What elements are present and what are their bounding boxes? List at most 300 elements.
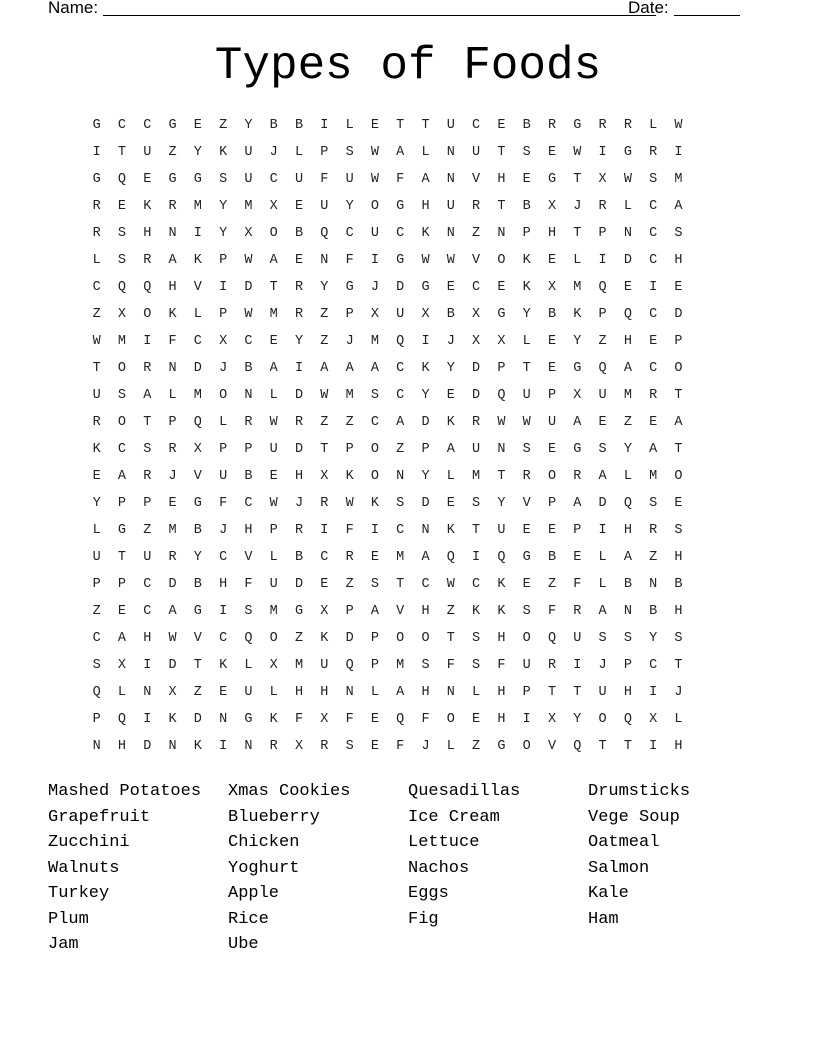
grid-letter[interactable]: L xyxy=(219,415,228,430)
grid-letter[interactable]: L xyxy=(573,253,582,268)
grid-letter[interactable]: U xyxy=(472,442,481,457)
grid-letter[interactable]: A xyxy=(269,253,278,268)
grid-letter[interactable]: X xyxy=(497,334,506,349)
grid-letter[interactable]: E xyxy=(547,145,557,160)
grid-letter[interactable]: Q xyxy=(623,496,632,511)
grid-letter[interactable]: X xyxy=(244,226,253,241)
grid-letter[interactable]: H xyxy=(497,685,506,700)
grid-letter[interactable]: K xyxy=(219,145,228,160)
grid-letter[interactable]: R xyxy=(472,415,481,430)
grid-letter[interactable]: Y xyxy=(193,145,202,160)
grid-letter[interactable]: P xyxy=(168,415,177,430)
grid-letter[interactable]: E xyxy=(497,280,506,295)
grid-letter[interactable]: O xyxy=(117,415,126,430)
grid-letter[interactable]: W xyxy=(446,253,455,268)
grid-letter[interactable]: B xyxy=(547,307,557,322)
grid-letter[interactable]: A xyxy=(396,415,405,430)
grid-letter[interactable]: O xyxy=(547,469,557,484)
grid-letter[interactable]: I xyxy=(193,226,202,241)
grid-letter[interactable]: W xyxy=(244,253,253,268)
grid-letter[interactable]: P xyxy=(219,307,228,322)
grid-letter[interactable]: C xyxy=(649,361,658,376)
grid-letter[interactable]: W xyxy=(522,415,531,430)
grid-letter[interactable]: W xyxy=(168,631,177,646)
grid-letter[interactable]: D xyxy=(193,361,202,376)
grid-letter[interactable]: H xyxy=(497,712,506,727)
grid-letter[interactable]: G xyxy=(345,280,354,295)
grid-letter[interactable]: U xyxy=(522,658,531,673)
grid-letter[interactable]: Y xyxy=(573,334,582,349)
grid-letter[interactable]: U xyxy=(547,415,557,430)
grid-letter[interactable]: S xyxy=(472,631,481,646)
grid-letter[interactable]: C xyxy=(143,577,152,592)
grid-letter[interactable]: L xyxy=(446,469,455,484)
grid-letter[interactable]: E xyxy=(370,712,379,727)
grid-letter[interactable]: A xyxy=(396,145,405,160)
grid-letter[interactable]: D xyxy=(472,361,481,376)
grid-letter[interactable]: O xyxy=(117,361,126,376)
grid-letter[interactable]: U xyxy=(345,172,354,187)
grid-letter[interactable]: V xyxy=(396,604,405,619)
grid-letter[interactable]: Y xyxy=(320,280,329,295)
grid-letter[interactable]: V xyxy=(472,172,481,187)
grid-letter[interactable]: N xyxy=(219,712,228,727)
grid-letter[interactable]: M xyxy=(269,307,278,322)
grid-letter[interactable]: U xyxy=(446,118,455,133)
grid-letter[interactable]: R xyxy=(168,442,177,457)
grid-letter[interactable]: Q xyxy=(497,550,506,565)
grid-letter[interactable]: G xyxy=(497,307,506,322)
grid-letter[interactable]: S xyxy=(143,442,152,457)
grid-letter[interactable]: J xyxy=(269,145,278,160)
grid-letter[interactable]: G xyxy=(396,199,405,214)
grid-letter[interactable]: S xyxy=(522,442,531,457)
grid-letter[interactable]: C xyxy=(649,307,658,322)
grid-letter[interactable]: T xyxy=(269,280,278,295)
grid-letter[interactable]: I xyxy=(294,361,304,376)
grid-letter[interactable]: X xyxy=(193,442,202,457)
grid-letter[interactable]: R xyxy=(168,550,177,565)
grid-letter[interactable]: A xyxy=(396,685,405,700)
grid-letter[interactable]: P xyxy=(522,685,531,700)
grid-letter[interactable]: N xyxy=(446,145,455,160)
grid-letter[interactable]: L xyxy=(269,685,278,700)
grid-letter[interactable]: U xyxy=(244,172,253,187)
grid-letter[interactable]: Y xyxy=(497,496,506,511)
grid-letter[interactable]: V xyxy=(547,739,557,754)
grid-letter[interactable]: S xyxy=(623,631,632,646)
grid-letter[interactable]: R xyxy=(92,199,101,214)
grid-letter[interactable]: Z xyxy=(623,415,632,430)
grid-letter[interactable]: U xyxy=(370,226,379,241)
grid-letter[interactable]: H xyxy=(421,199,430,214)
grid-letter[interactable]: Y xyxy=(623,442,632,457)
grid-letter[interactable]: S xyxy=(117,388,126,403)
grid-letter[interactable]: S xyxy=(674,631,683,646)
grid-letter[interactable]: R xyxy=(598,199,607,214)
grid-letter[interactable]: C xyxy=(117,118,126,133)
grid-letter[interactable]: S xyxy=(92,658,101,673)
grid-letter[interactable]: R xyxy=(649,523,658,538)
grid-letter[interactable]: R xyxy=(623,118,632,133)
grid-letter[interactable]: U xyxy=(497,523,506,538)
grid-letter[interactable]: D xyxy=(421,496,430,511)
grid-letter[interactable]: E xyxy=(370,739,379,754)
grid-letter[interactable]: N xyxy=(244,739,253,754)
grid-letter[interactable]: S xyxy=(674,523,683,538)
grid-letter[interactable]: Z xyxy=(92,604,101,619)
grid-letter[interactable]: P xyxy=(244,442,253,457)
grid-letter[interactable]: P xyxy=(345,604,354,619)
grid-letter[interactable]: J xyxy=(168,469,177,484)
grid-letter[interactable]: M xyxy=(674,172,683,187)
grid-letter[interactable]: I xyxy=(92,145,101,160)
grid-letter[interactable]: P xyxy=(219,442,228,457)
grid-letter[interactable]: Z xyxy=(92,307,101,322)
grid-letter[interactable]: P xyxy=(345,442,354,457)
grid-letter[interactable]: L xyxy=(370,685,379,700)
grid-letter[interactable]: P xyxy=(421,442,430,457)
grid-letter[interactable]: R xyxy=(143,253,152,268)
grid-letter[interactable]: Q xyxy=(345,658,354,673)
grid-letter[interactable]: D xyxy=(396,280,405,295)
grid-letter[interactable]: K xyxy=(446,523,455,538)
grid-letter[interactable]: G xyxy=(497,739,506,754)
grid-letter[interactable]: K xyxy=(573,307,582,322)
grid-letter[interactable]: U xyxy=(320,658,329,673)
grid-letter[interactable]: W xyxy=(497,415,506,430)
grid-letter[interactable]: R xyxy=(294,415,304,430)
grid-letter[interactable]: F xyxy=(219,496,228,511)
grid-letter[interactable]: R xyxy=(598,118,607,133)
grid-letter[interactable]: F xyxy=(320,172,329,187)
grid-letter[interactable]: Z xyxy=(598,334,607,349)
grid-letter[interactable]: S xyxy=(370,388,379,403)
grid-letter[interactable]: A xyxy=(269,361,278,376)
grid-letter[interactable]: I xyxy=(219,280,228,295)
grid-letter[interactable]: S xyxy=(421,658,430,673)
grid-letter[interactable]: L xyxy=(294,145,304,160)
grid-letter[interactable]: G xyxy=(623,145,632,160)
grid-letter[interactable]: K xyxy=(269,712,278,727)
grid-letter[interactable]: I xyxy=(522,712,531,727)
grid-letter[interactable]: U xyxy=(320,199,329,214)
grid-letter[interactable]: E xyxy=(649,415,658,430)
grid-letter[interactable]: I xyxy=(320,118,329,133)
grid-letter[interactable]: H xyxy=(674,550,683,565)
grid-letter[interactable]: E xyxy=(446,388,455,403)
grid-letter[interactable]: S xyxy=(396,496,405,511)
grid-letter[interactable]: U xyxy=(244,145,253,160)
grid-letter[interactable]: O xyxy=(598,712,607,727)
grid-letter[interactable]: Q xyxy=(92,685,101,700)
grid-letter[interactable]: B xyxy=(294,550,304,565)
grid-letter[interactable]: L xyxy=(598,550,607,565)
grid-letter[interactable]: S xyxy=(522,145,531,160)
grid-letter[interactable]: Q xyxy=(598,361,607,376)
grid-letter[interactable]: C xyxy=(396,361,405,376)
grid-letter[interactable]: F xyxy=(168,334,177,349)
grid-letter[interactable]: U xyxy=(269,577,278,592)
grid-letter[interactable]: C xyxy=(193,334,202,349)
grid-letter[interactable]: Q xyxy=(396,334,405,349)
grid-letter[interactable]: Q xyxy=(573,739,582,754)
grid-letter[interactable]: C xyxy=(92,631,101,646)
grid-letter[interactable]: W xyxy=(674,118,683,133)
grid-letter[interactable]: C xyxy=(649,199,658,214)
grid-letter[interactable]: T xyxy=(497,145,506,160)
grid-letter[interactable]: U xyxy=(143,550,152,565)
grid-letter[interactable]: R xyxy=(92,415,101,430)
grid-letter[interactable]: T xyxy=(497,469,506,484)
grid-letter[interactable]: E xyxy=(92,469,101,484)
grid-letter[interactable]: U xyxy=(446,199,455,214)
grid-letter[interactable]: L xyxy=(269,388,278,403)
grid-letter[interactable]: W xyxy=(269,496,278,511)
grid-letter[interactable]: B xyxy=(193,577,202,592)
grid-letter[interactable]: S xyxy=(598,631,607,646)
grid-letter[interactable]: H xyxy=(421,685,430,700)
grid-letter[interactable]: M xyxy=(370,334,379,349)
grid-letter[interactable]: I xyxy=(219,604,228,619)
grid-letter[interactable]: X xyxy=(294,739,304,754)
grid-letter[interactable]: R xyxy=(573,604,582,619)
grid-letter[interactable]: O xyxy=(269,226,278,241)
grid-letter[interactable]: R xyxy=(649,145,658,160)
grid-letter[interactable]: T xyxy=(472,523,481,538)
grid-letter[interactable]: M xyxy=(472,469,481,484)
grid-letter[interactable]: B xyxy=(522,199,531,214)
grid-letter[interactable]: V xyxy=(522,496,531,511)
grid-letter[interactable]: I xyxy=(143,712,152,727)
grid-letter[interactable]: U xyxy=(573,631,582,646)
grid-letter[interactable]: T xyxy=(522,361,531,376)
grid-letter[interactable]: T xyxy=(117,145,126,160)
grid-letter[interactable]: W xyxy=(573,145,582,160)
grid-letter[interactable]: U xyxy=(396,307,405,322)
grid-letter[interactable]: U xyxy=(92,388,101,403)
grid-letter[interactable]: F xyxy=(396,739,405,754)
grid-letter[interactable]: H xyxy=(168,280,177,295)
grid-letter[interactable]: H xyxy=(623,685,632,700)
grid-letter[interactable]: N xyxy=(168,361,177,376)
grid-letter[interactable]: Y xyxy=(649,631,658,646)
grid-letter[interactable]: P xyxy=(370,631,379,646)
grid-letter[interactable]: R xyxy=(573,469,582,484)
grid-letter[interactable]: L xyxy=(244,658,253,673)
grid-letter[interactable]: G xyxy=(92,118,101,133)
grid-letter[interactable]: I xyxy=(472,550,481,565)
grid-letter[interactable]: A xyxy=(370,361,379,376)
grid-letter[interactable]: E xyxy=(573,550,582,565)
grid-letter[interactable]: W xyxy=(320,388,329,403)
grid-letter[interactable]: T xyxy=(92,361,101,376)
grid-letter[interactable]: S xyxy=(219,172,228,187)
grid-letter[interactable]: Q xyxy=(598,280,607,295)
grid-letter[interactable]: D xyxy=(294,442,304,457)
grid-letter[interactable]: O xyxy=(219,388,228,403)
grid-letter[interactable]: T xyxy=(421,118,430,133)
grid-letter[interactable]: L xyxy=(598,577,607,592)
grid-letter[interactable]: O xyxy=(446,712,455,727)
grid-letter[interactable]: X xyxy=(168,685,177,700)
grid-letter[interactable]: H xyxy=(117,739,126,754)
grid-letter[interactable]: E xyxy=(547,442,557,457)
grid-letter[interactable]: X xyxy=(472,334,481,349)
grid-letter[interactable]: D xyxy=(244,280,253,295)
grid-letter[interactable]: E xyxy=(269,334,278,349)
grid-letter[interactable]: R xyxy=(294,280,304,295)
grid-letter[interactable]: A xyxy=(117,631,126,646)
grid-letter[interactable]: D xyxy=(674,307,683,322)
grid-letter[interactable]: L xyxy=(92,523,101,538)
grid-letter[interactable]: I xyxy=(674,145,683,160)
grid-letter[interactable]: B xyxy=(623,577,632,592)
grid-letter[interactable]: E xyxy=(269,469,278,484)
grid-letter[interactable]: B xyxy=(522,118,531,133)
grid-letter[interactable]: G xyxy=(168,172,177,187)
grid-letter[interactable]: W xyxy=(370,172,379,187)
grid-letter[interactable]: P xyxy=(345,307,354,322)
grid-letter[interactable]: M xyxy=(244,199,253,214)
grid-letter[interactable]: U xyxy=(244,685,253,700)
grid-letter[interactable]: S xyxy=(522,604,531,619)
grid-letter[interactable]: R xyxy=(143,361,152,376)
grid-letter[interactable]: E xyxy=(320,577,329,592)
grid-letter[interactable]: C xyxy=(117,442,126,457)
grid-letter[interactable]: I xyxy=(573,658,582,673)
grid-letter[interactable]: W xyxy=(345,496,354,511)
grid-letter[interactable]: K xyxy=(219,658,228,673)
grid-letter[interactable]: T xyxy=(674,658,683,673)
grid-letter[interactable]: X xyxy=(320,712,329,727)
grid-letter[interactable]: X xyxy=(547,199,557,214)
grid-letter[interactable]: U xyxy=(598,685,607,700)
grid-letter[interactable]: N xyxy=(143,685,152,700)
grid-letter[interactable]: M xyxy=(193,199,202,214)
grid-letter[interactable]: L xyxy=(421,145,430,160)
grid-letter[interactable]: E xyxy=(472,712,481,727)
grid-letter[interactable]: E xyxy=(623,280,632,295)
grid-letter[interactable]: I xyxy=(219,739,228,754)
grid-letter[interactable]: J xyxy=(219,361,228,376)
grid-letter[interactable]: N xyxy=(168,226,177,241)
grid-letter[interactable]: T xyxy=(396,118,405,133)
grid-letter[interactable]: S xyxy=(244,604,253,619)
grid-letter[interactable]: R xyxy=(345,550,354,565)
grid-letter[interactable]: A xyxy=(143,388,152,403)
grid-letter[interactable]: A xyxy=(345,361,354,376)
grid-letter[interactable]: I xyxy=(598,145,607,160)
grid-letter[interactable]: S xyxy=(117,226,126,241)
grid-letter[interactable]: Z xyxy=(547,577,557,592)
grid-letter[interactable]: B xyxy=(294,118,304,133)
grid-letter[interactable]: I xyxy=(320,523,329,538)
grid-letter[interactable]: Y xyxy=(573,712,582,727)
grid-letter[interactable]: D xyxy=(421,415,430,430)
grid-letter[interactable]: S xyxy=(472,496,481,511)
grid-letter[interactable]: T xyxy=(193,658,202,673)
grid-letter[interactable]: C xyxy=(472,118,481,133)
grid-letter[interactable]: C xyxy=(345,226,354,241)
grid-letter[interactable]: X xyxy=(649,712,658,727)
grid-letter[interactable]: L xyxy=(522,334,531,349)
grid-letter[interactable]: B xyxy=(547,550,557,565)
grid-letter[interactable]: A xyxy=(168,253,177,268)
grid-letter[interactable]: I xyxy=(143,658,152,673)
grid-letter[interactable]: G xyxy=(396,253,405,268)
grid-letter[interactable]: K xyxy=(345,469,354,484)
grid-letter[interactable]: R xyxy=(168,199,177,214)
grid-letter[interactable]: K xyxy=(92,442,101,457)
grid-letter[interactable]: C xyxy=(472,280,481,295)
grid-letter[interactable]: M xyxy=(396,550,405,565)
grid-letter[interactable]: A xyxy=(623,550,632,565)
grid-letter[interactable]: H xyxy=(320,685,329,700)
grid-letter[interactable]: U xyxy=(143,145,152,160)
grid-letter[interactable]: C xyxy=(421,577,430,592)
grid-letter[interactable]: C xyxy=(649,658,658,673)
grid-letter[interactable]: H xyxy=(294,469,304,484)
grid-letter[interactable]: H xyxy=(421,604,430,619)
grid-letter[interactable]: Z xyxy=(472,226,481,241)
grid-letter[interactable]: A xyxy=(674,415,683,430)
grid-letter[interactable]: S xyxy=(370,577,379,592)
grid-letter[interactable]: N xyxy=(623,226,632,241)
grid-letter[interactable]: F xyxy=(547,604,557,619)
grid-letter[interactable]: E xyxy=(522,577,531,592)
grid-letter[interactable]: P xyxy=(547,496,557,511)
grid-letter[interactable]: N xyxy=(623,604,632,619)
grid-letter[interactable]: E xyxy=(117,199,126,214)
grid-letter[interactable]: P xyxy=(522,226,531,241)
grid-letter[interactable]: H xyxy=(244,523,253,538)
grid-letter[interactable]: E xyxy=(674,280,683,295)
grid-letter[interactable]: L xyxy=(168,388,177,403)
grid-letter[interactable]: E xyxy=(294,253,304,268)
grid-letter[interactable]: L xyxy=(345,118,354,133)
grid-letter[interactable]: A xyxy=(573,496,582,511)
grid-letter[interactable]: Q xyxy=(117,280,126,295)
grid-letter[interactable]: R xyxy=(320,739,329,754)
grid-letter[interactable]: J xyxy=(345,334,354,349)
grid-letter[interactable]: N xyxy=(446,172,455,187)
grid-letter[interactable]: C xyxy=(143,118,152,133)
grid-letter[interactable]: Y xyxy=(294,334,304,349)
grid-letter[interactable]: Z xyxy=(168,145,177,160)
grid-letter[interactable]: K xyxy=(168,307,177,322)
grid-letter[interactable]: H xyxy=(674,604,683,619)
grid-letter[interactable]: Z xyxy=(345,415,354,430)
grid-letter[interactable]: U xyxy=(598,388,607,403)
grid-letter[interactable]: K xyxy=(522,253,531,268)
grid-letter[interactable]: P xyxy=(117,496,126,511)
grid-letter[interactable]: J xyxy=(219,523,228,538)
grid-letter[interactable]: B xyxy=(269,118,278,133)
grid-letter[interactable]: R xyxy=(522,469,531,484)
grid-letter[interactable]: T xyxy=(320,442,329,457)
grid-letter[interactable]: X xyxy=(269,199,278,214)
grid-letter[interactable]: P xyxy=(573,523,582,538)
grid-letter[interactable]: N xyxy=(497,226,506,241)
grid-letter[interactable]: E xyxy=(117,604,126,619)
grid-letter[interactable]: I xyxy=(143,334,152,349)
grid-letter[interactable]: T xyxy=(623,739,632,754)
grid-letter[interactable]: C xyxy=(92,280,101,295)
grid-letter[interactable]: I xyxy=(370,523,379,538)
grid-letter[interactable]: V xyxy=(244,550,253,565)
grid-letter[interactable]: K xyxy=(193,253,202,268)
